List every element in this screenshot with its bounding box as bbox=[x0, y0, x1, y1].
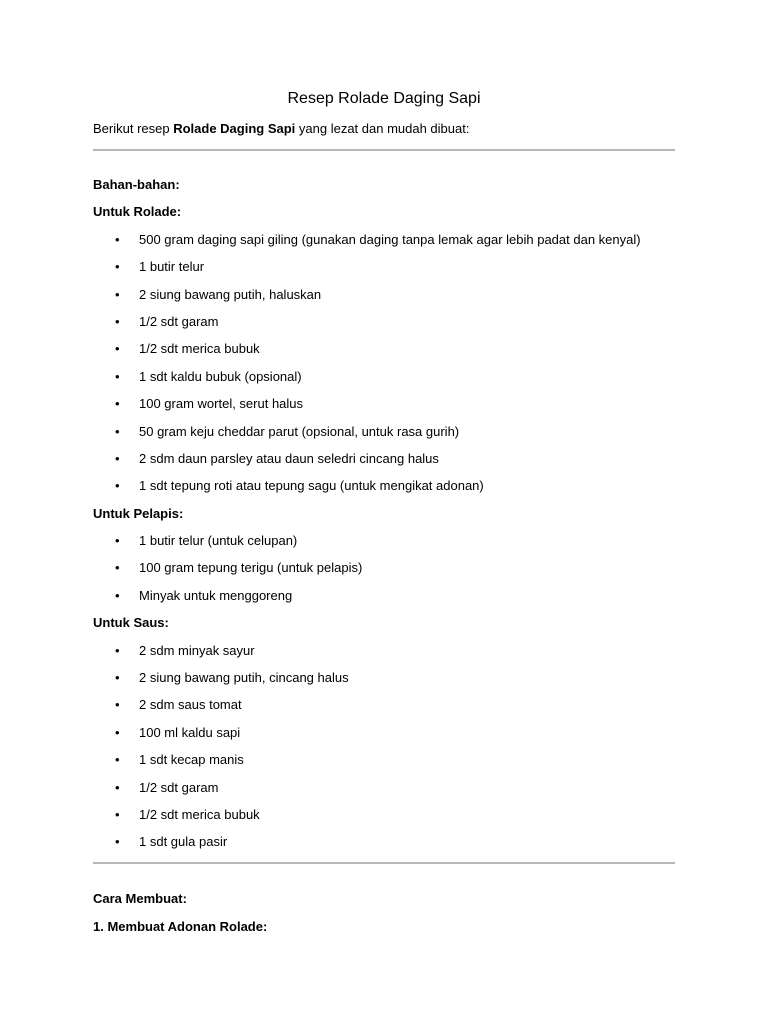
list-item-text: 1/2 sdt merica bubuk bbox=[139, 806, 260, 822]
section-heading: Untuk Rolade: bbox=[93, 204, 182, 220]
intro-suffix: yang lezat dan mudah dibuat: bbox=[295, 121, 470, 136]
step-1-heading: 1. Membuat Adonan Rolade: bbox=[93, 918, 268, 934]
horizontal-rule bbox=[93, 862, 675, 864]
list-item-text: Minyak untuk menggoreng bbox=[139, 587, 293, 603]
method-heading: Cara Membuat: bbox=[93, 891, 187, 907]
list-item bbox=[93, 779, 675, 797]
list-item-text: 500 gram daging sapi giling (gunakan daging tanpa lemak agar lebih padat dan kenyal) bbox=[139, 231, 641, 247]
list-item bbox=[93, 368, 675, 386]
list-item bbox=[93, 559, 675, 577]
document-body bbox=[93, 88, 675, 936]
list-item bbox=[93, 833, 675, 851]
bullet-icon: • bbox=[115, 396, 120, 412]
list-item-text: 2 sdm saus tomat bbox=[139, 697, 242, 713]
list-item bbox=[93, 751, 675, 769]
ingredients-heading: Bahan-bahan: bbox=[93, 177, 180, 192]
bullet-icon: • bbox=[115, 670, 120, 686]
list-item-text: 1/2 sdt garam bbox=[139, 779, 219, 795]
list-item bbox=[93, 395, 675, 413]
list-item bbox=[93, 231, 675, 249]
bullet-icon: • bbox=[115, 450, 120, 466]
list-item bbox=[93, 313, 675, 331]
bullet-icon: • bbox=[115, 313, 120, 329]
list-item-text: 1 sdt kecap manis bbox=[139, 752, 244, 768]
list-item bbox=[93, 423, 675, 441]
list-item bbox=[93, 477, 675, 495]
list-item bbox=[93, 669, 675, 687]
intro-paragraph bbox=[93, 120, 675, 138]
list-item-text: 1 butir telur bbox=[139, 259, 205, 275]
bullet-icon: • bbox=[115, 560, 120, 576]
list-item-text: 50 gram keju cheddar parut (opsional, untuk rasa gurih) bbox=[139, 423, 460, 439]
bullet-icon: • bbox=[115, 806, 120, 822]
list-item bbox=[93, 806, 675, 824]
ingredient-list bbox=[93, 642, 675, 852]
list-item bbox=[93, 532, 675, 550]
bullet-icon: • bbox=[115, 697, 120, 713]
list-item-text: 1 sdt tepung roti atau tepung sagu (untuk mengikat adonan) bbox=[139, 478, 484, 494]
list-item-text: 2 siung bawang putih, cincang halus bbox=[139, 670, 349, 686]
ingredient-list bbox=[93, 532, 675, 605]
bullet-icon: • bbox=[115, 231, 120, 247]
list-item-text: 1 sdt kaldu bubuk (opsional) bbox=[139, 368, 302, 384]
bullet-icon: • bbox=[115, 724, 120, 740]
bullet-icon: • bbox=[115, 642, 120, 658]
list-item bbox=[93, 340, 675, 358]
bullet-icon: • bbox=[115, 259, 120, 275]
list-item bbox=[93, 258, 675, 276]
bullet-icon: • bbox=[115, 587, 120, 603]
list-item-text: 1/2 sdt garam bbox=[139, 313, 219, 329]
list-item-text: 100 gram wortel, serut halus bbox=[139, 396, 304, 412]
intro-prefix: Berikut resep bbox=[93, 121, 174, 136]
page-title: Resep Rolade Daging Sapi bbox=[287, 90, 481, 107]
bullet-icon: • bbox=[115, 752, 120, 768]
list-item-text: 1 sdt gula pasir bbox=[139, 834, 228, 850]
horizontal-rule bbox=[93, 149, 675, 151]
bullet-icon: • bbox=[115, 368, 120, 384]
list-item-text: 100 gram tepung terigu (untuk pelapis) bbox=[139, 560, 363, 576]
bullet-icon: • bbox=[115, 779, 120, 795]
section-heading: Untuk Pelapis: bbox=[93, 505, 184, 521]
list-item-text: 2 sdm daun parsley atau daun seledri cincang halus bbox=[139, 450, 439, 466]
list-item bbox=[93, 724, 675, 742]
bullet-icon: • bbox=[115, 341, 120, 357]
bullet-icon: • bbox=[115, 478, 120, 494]
intro-bold: Rolade Daging Sapi bbox=[173, 121, 296, 136]
list-item bbox=[93, 642, 675, 660]
ingredient-list bbox=[93, 231, 675, 496]
bullet-icon: • bbox=[115, 834, 120, 850]
list-item-text: 1/2 sdt merica bubuk bbox=[139, 341, 260, 357]
bullet-icon: • bbox=[115, 286, 120, 302]
list-item bbox=[93, 696, 675, 714]
bullet-icon: • bbox=[115, 533, 120, 549]
list-item bbox=[93, 587, 675, 605]
list-item-text: 1 butir telur (untuk celupan) bbox=[139, 533, 298, 549]
list-item bbox=[93, 450, 675, 468]
section-heading: Untuk Saus: bbox=[93, 615, 169, 631]
list-item-text: 2 sdm minyak sayur bbox=[139, 642, 255, 658]
list-item-text: 2 siung bawang putih, haluskan bbox=[139, 286, 322, 302]
bullet-icon: • bbox=[115, 423, 120, 439]
sections-container bbox=[93, 203, 675, 851]
list-item bbox=[93, 286, 675, 304]
list-item-text: 100 ml kaldu sapi bbox=[139, 724, 241, 740]
